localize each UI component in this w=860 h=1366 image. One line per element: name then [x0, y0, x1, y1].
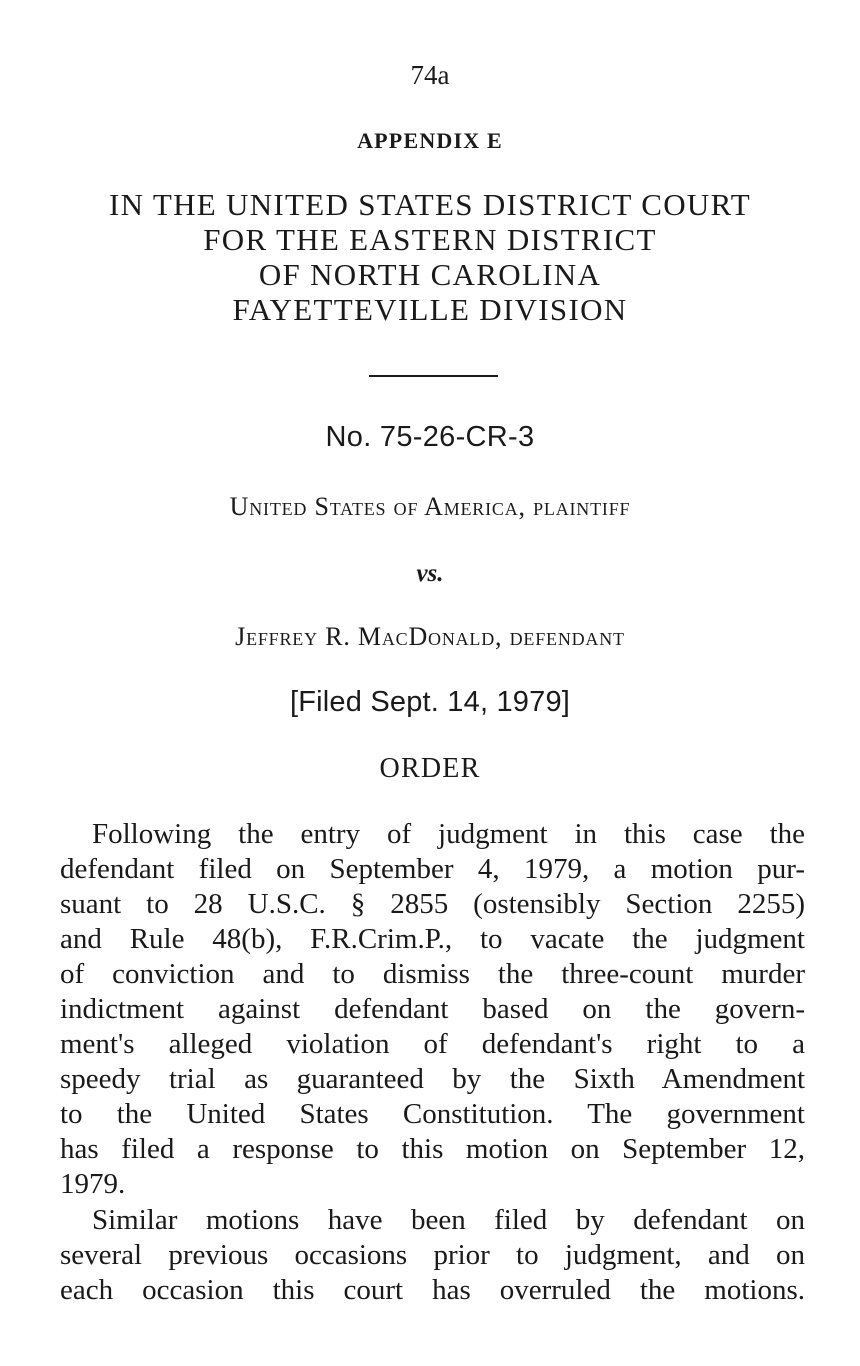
paragraph-line: Similar motions have been filed by defendant on: [92, 1204, 805, 1236]
filed-date: [Filed Sept. 14, 1979]: [289, 686, 571, 718]
court-heading-line: FOR THE EASTERN DISTRICT: [203, 222, 657, 257]
court-heading-line: IN THE UNITED STATES DISTRICT COURT: [109, 187, 751, 222]
court-heading-line: FAYETTEVILLE DIVISION: [232, 292, 628, 327]
body-paragraph: [60, 1203, 805, 1308]
paragraph-line: defendant filed on September 4, 1979, a motion pur-: [60, 853, 805, 885]
paragraph-line: to the United States Constitution. The government: [60, 1098, 805, 1130]
page-number: 74a: [410, 60, 450, 90]
paragraph-line: ment's alleged violation of defendant's right to a: [60, 1028, 805, 1060]
paragraph-line: several previous occasions prior to judgment, and on: [60, 1239, 805, 1271]
paragraph-line: 1979.: [60, 1168, 126, 1200]
versus-label: vs.: [416, 560, 444, 587]
paragraph-line: speedy trial as guaranteed by the Sixth Amendment: [60, 1063, 805, 1095]
defendant-caption: Jeffrey R. MacDonald, defendant: [235, 622, 625, 651]
paragraph-line: suant to 28 U.S.C. § 2855 (ostensibly Section 2255): [60, 888, 805, 920]
court-heading: [0, 187, 860, 327]
paragraph-line: indictment against defendant based on the govern-: [60, 993, 805, 1025]
paragraph-line: each occasion this court has overruled the motions.: [60, 1274, 805, 1306]
paragraph-line: and Rule 48(b), F.R.Crim.P., to vacate the judgment: [60, 923, 805, 955]
court-heading-line: OF NORTH CAROLINA: [258, 257, 602, 292]
appendix-label: APPENDIX E: [357, 128, 503, 153]
paragraph-line: Following the entry of judgment in this case the: [92, 818, 805, 850]
case-number: No. 75-26-CR-3: [325, 421, 535, 453]
paragraph-line: of conviction and to dismiss the three-count murder: [60, 958, 805, 990]
order-title: ORDER: [379, 753, 481, 784]
plaintiff-caption: United States of America, plaintiff: [229, 492, 631, 521]
body-paragraph: [60, 817, 805, 1202]
section-divider: [369, 375, 498, 377]
paragraph-line: has filed a response to this motion on September 12,: [60, 1133, 805, 1165]
